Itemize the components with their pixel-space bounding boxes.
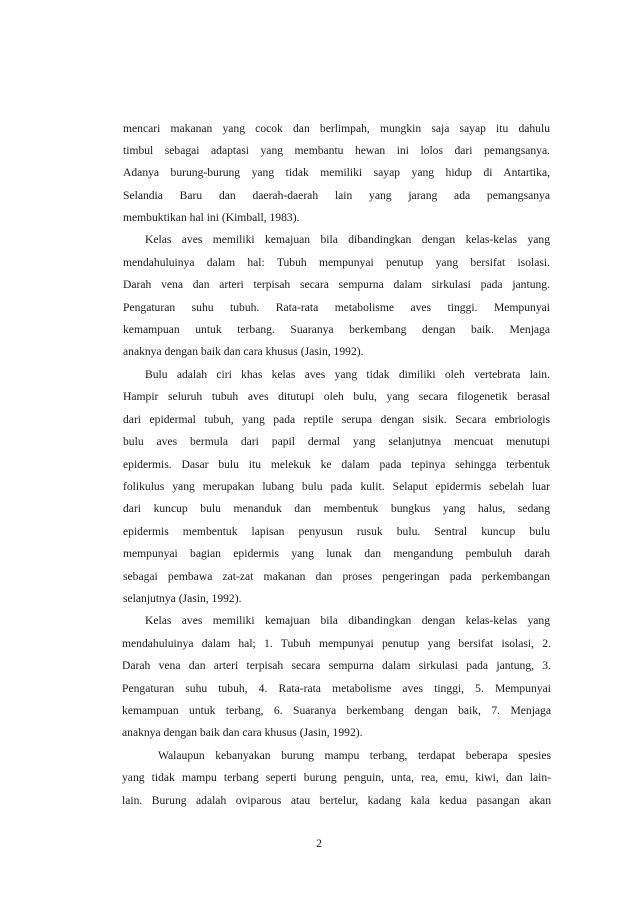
- page-number: 2: [316, 837, 322, 850]
- text-line: anaknya dengan baik dan cara khusus (Jasin, 1992).: [122, 726, 363, 739]
- paragraph-first-line: Kelas aves memiliki kemajuan bila dibandingkan dengan kelas-kelas yang: [145, 614, 550, 627]
- paragraph-first-line: Bulu adalah ciri khas kelas aves yang tidak dimiliki oleh vertebrata lain.: [145, 368, 550, 381]
- text-line: Pengaturan suhu tubuh, 4. Rata-rata metabolisme aves tinggi, 5. Mempunyai: [122, 682, 551, 695]
- text-line: mendahuluinya dalam hal; 1. Tubuh mempunyai penutup yang bersifat isolasi, 2.: [122, 637, 551, 650]
- text-line: anaknya dengan baik dan cara khusus (Jasin, 1992).: [123, 345, 364, 358]
- text-line: dari kuncup bulu menanduk dan membentuk bungkus yang halus, sedang: [123, 502, 550, 515]
- text-line: mencari makanan yang cocok dan berlimpah, mungkin saja sayap itu dahulu: [123, 122, 550, 135]
- paragraph-first-line: Walaupun kebanyakan burung mampu terbang, terdapat beberapa spesies: [158, 749, 551, 762]
- text-line: sebagai pembawa zat-zat makanan dan proses pengeringan pada perkembangan: [123, 570, 550, 583]
- text-line: kemampuan untuk terbang. Suaranya berkembang dengan baik. Menjaga: [123, 323, 550, 336]
- text-line: epidermis. Dasar bulu itu melekuk ke dalam pada tepinya sehingga terbentuk: [123, 458, 550, 471]
- text-line: folikulus yang merupakan lubang bulu pada kulit. Selaput epidermis sebelah luar: [123, 480, 550, 493]
- text-line: epidermis membentuk lapisan penyusun rusuk bulu. Sentral kuncup bulu: [123, 525, 550, 538]
- text-line: Darah vena dan arteri terpisah secara sempurna dalam sirkulasi pada jantung.: [123, 278, 550, 291]
- text-line: yang tidak mampu terbang seperti burung penguin, unta, rea, emu, kiwi, dan lain-: [122, 771, 551, 784]
- text-line: dari epidermal tubuh, yang pada reptile serupa dengan sisik. Secara embriologis: [123, 413, 550, 426]
- text-line: bulu aves bermula dari papil dermal yang selanjutnya mencuat menutupi: [123, 435, 550, 448]
- text-line: selanjutnya (Jasin, 1992).: [123, 592, 242, 605]
- text-line: lain. Burung adalah oviparous atau bertelur, kadang kala kedua pasangan akan: [122, 794, 551, 807]
- text-line: Adanya burung-burung yang tidak memiliki sayap yang hidup di Antartika,: [123, 166, 550, 179]
- text-line: Hampir seluruh tubuh aves ditutupi oleh bulu, yang secara filogenetik berasal: [123, 390, 550, 403]
- text-line: Selandia Baru dan daerah-daerah lain yang jarang ada pemangsanya: [123, 189, 550, 202]
- text-line: membuktikan hal ini (Kimball, 1983).: [123, 211, 300, 224]
- text-line: Darah vena dan arteri terpisah secara sempurna dalam sirkulasi pada jantung, 3.: [122, 659, 551, 672]
- text-line: Pengaturan suhu tubuh. Rata-rata metabolisme aves tinggi. Mempunyai: [123, 301, 550, 314]
- text-line: mempunyai bagian epidermis yang lunak dan mengandung pembuluh darah: [123, 547, 550, 560]
- text-line: kemampuan untuk terbang, 6. Suaranya berkembang dengan baik, 7. Menjaga: [122, 704, 551, 717]
- text-line: mendahuluinya dalam hal: Tubuh mempunyai penutup yang bersifat isolasi.: [123, 256, 550, 269]
- text-line: timbul sebagai adaptasi yang membantu hewan ini lolos dari pemangsanya.: [123, 144, 550, 157]
- paragraph-first-line: Kelas aves memiliki kemajuan bila dibandingkan dengan kelas-kelas yang: [145, 233, 550, 246]
